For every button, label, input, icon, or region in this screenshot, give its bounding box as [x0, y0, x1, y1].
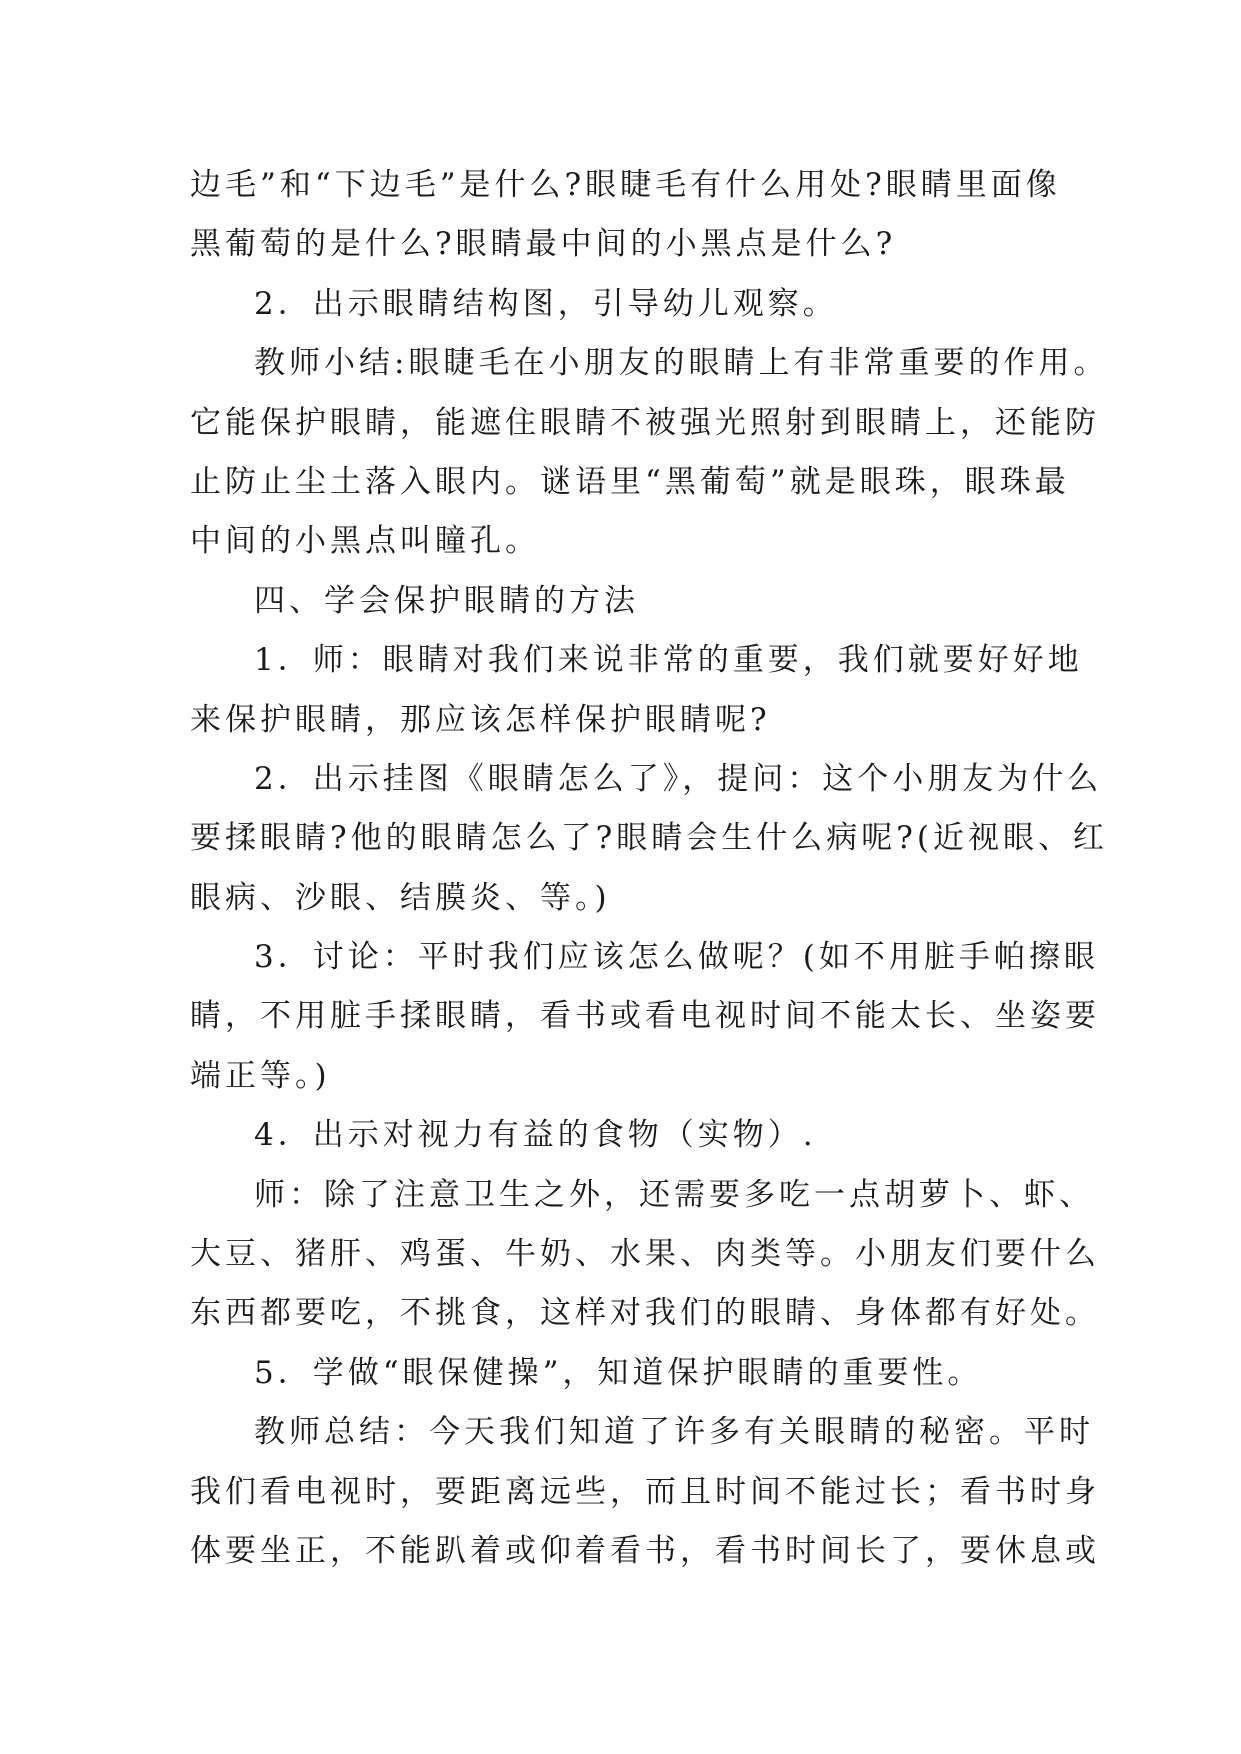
text-line: 东西都要吃，不挑食，这样对我们的眼睛、身体都有好处。	[190, 1295, 1100, 1332]
text-line: 中间的小黑点叫瞳孔。	[190, 523, 540, 560]
text-line: 4．出示对视力有益的食物（实物）.	[254, 1117, 817, 1154]
text-line: 眼病、沙眼、结膜炎、等。)	[190, 879, 611, 916]
text-line: 它能保护眼睛，能遮住眼睛不被强光照射到眼睛上，还能防	[190, 404, 1100, 441]
text-line: 5．学做“眼保健操”，知道保护眼睛的重要性。	[254, 1354, 983, 1391]
text-line: 要揉眼睛?他的眼睛怎么了?眼睛会生什么病呢?(近视眼、红	[190, 820, 1108, 857]
text-line: 教师总结：今天我们知道了许多有关眼睛的秘密。平时	[254, 1414, 1094, 1451]
text-line: 教师小结:眼睫毛在小朋友的眼睛上有非常重要的作用。	[254, 345, 1109, 382]
text-line: 1．师：眼睛对我们来说非常的重要，我们就要好好地	[254, 642, 1083, 679]
text-line: 我们看电视时，要距离远些，而且时间不能过长；看书时身	[190, 1473, 1100, 1510]
text-line: 师：除了注意卫生之外，还需要多吃一点胡萝卜、虾、	[254, 1176, 1094, 1213]
text-line: 2．出示眼睛结构图，引导幼儿观察。	[254, 285, 838, 322]
text-line: 3．讨论：平时我们应该怎么做呢？(如不用脏手帕擦眼	[254, 939, 1099, 976]
text-line: 来保护眼睛，那应该怎样保护眼睛呢?	[190, 701, 771, 738]
section-heading: 四、学会保护眼睛的方法	[254, 582, 639, 619]
text-line: 端正等。)	[190, 1057, 331, 1094]
text-line: 体要坐正，不能趴着或仰着看书，看书时间长了，要休息或	[190, 1532, 1100, 1569]
text-line: 黑葡萄的是什么?眼睛最中间的小黑点是什么?	[190, 226, 897, 263]
text-line: 止防止尘土落入眼内。谜语里“黑葡萄”就是眼珠，眼珠最	[190, 463, 1070, 500]
text-line: 2．出示挂图《眼睛怎么了》，提问：这个小朋友为什么	[254, 760, 1103, 797]
document-body	[190, 156, 1109, 1581]
text-line: 边毛”和“下边毛”是什么?眼睫毛有什么用处?眼睛里面像	[190, 167, 1061, 203]
text-line: 睛，不用脏手揉眼睛，看书或看电视时间不能太长、坐姿要	[190, 998, 1100, 1035]
text-line: 大豆、猪肝、鸡蛋、牛奶、水果、肉类等。小朋友们要什么	[190, 1236, 1100, 1273]
